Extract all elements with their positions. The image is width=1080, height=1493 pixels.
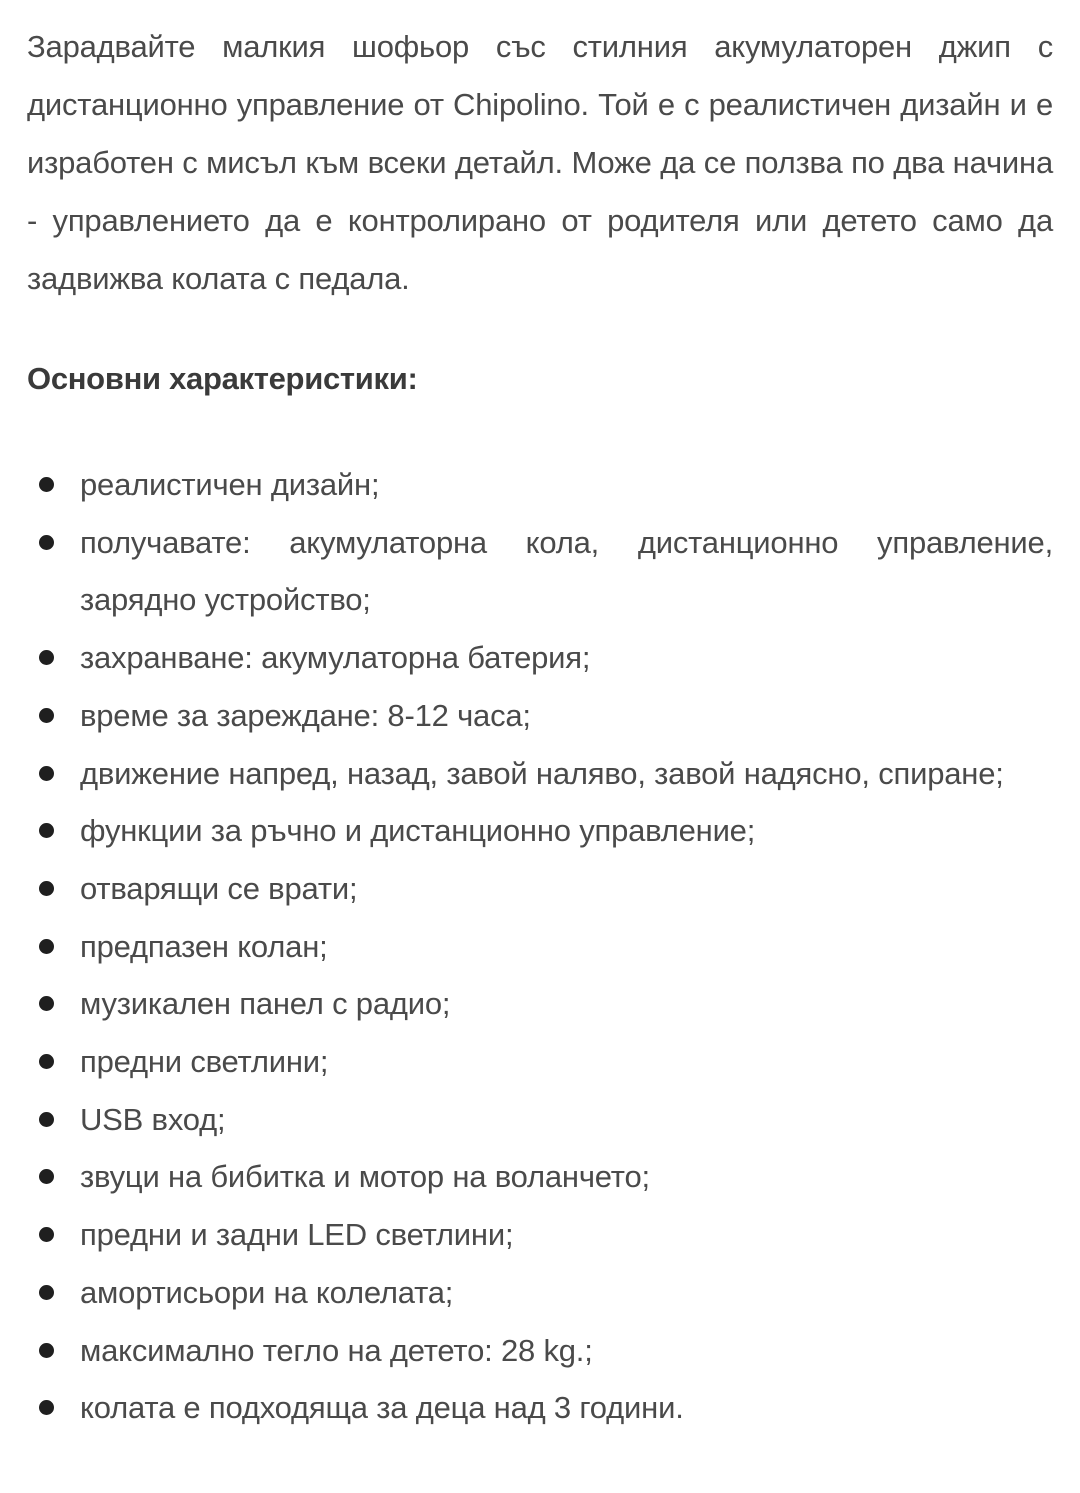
feature-text: амортисьори на колелата; xyxy=(80,1274,454,1310)
bullet-dot-icon xyxy=(39,1112,54,1127)
bullet-dot-icon xyxy=(39,1169,54,1184)
feature-text: музикален панел с радио; xyxy=(80,986,451,1022)
bullet-dot-icon xyxy=(39,1227,54,1242)
list-item xyxy=(27,514,1053,629)
list-item xyxy=(27,629,1053,687)
list-item xyxy=(27,1206,1053,1264)
feature-text: предни и задни LED светлини; xyxy=(80,1217,514,1253)
list-item xyxy=(27,745,1053,803)
feature-text: максимално тегло на детето: 28 kg.; xyxy=(80,1332,593,1368)
bullet-dot-icon xyxy=(39,1400,54,1415)
list-item xyxy=(27,1033,1053,1091)
bullet-dot-icon xyxy=(39,477,54,492)
bullet-dot-icon xyxy=(39,881,54,896)
list-item xyxy=(27,687,1053,745)
bullet-dot-icon xyxy=(39,996,54,1011)
features-list xyxy=(27,456,1053,1437)
list-item xyxy=(27,1379,1053,1437)
list-item xyxy=(27,1148,1053,1206)
list-item xyxy=(27,975,1053,1033)
feature-text: функции за ръчно и дистанционно управление; xyxy=(80,813,756,849)
feature-text: предпазен колан; xyxy=(80,928,328,964)
bullet-dot-icon xyxy=(39,766,54,781)
list-item xyxy=(27,1091,1053,1149)
list-item xyxy=(27,1322,1053,1380)
feature-text: USB вход; xyxy=(80,1101,226,1137)
list-item xyxy=(27,456,1053,514)
bullet-dot-icon xyxy=(39,708,54,723)
bullet-dot-icon xyxy=(39,823,54,838)
feature-text: колата е подходяща за деца над 3 години. xyxy=(80,1390,684,1426)
bullet-dot-icon xyxy=(39,650,54,665)
bullet-dot-icon xyxy=(39,1285,54,1300)
bullet-dot-icon xyxy=(39,939,54,954)
feature-text: предни светлини; xyxy=(80,1044,329,1080)
intro-paragraph: Зарадвайте малкия шофьор със стилния акумулаторен джип с дистанционно управление от Chipolino. Той е с реалистичен дизайн и е изработен с мисъл към всеки детайл. Може да се ползва по два начина - управлението да е контролирано от родителя или детето само да задвижва колата с педала. xyxy=(27,29,1053,296)
bullet-dot-icon xyxy=(39,1054,54,1069)
feature-text: реалистичен дизайн; xyxy=(80,467,380,502)
product-description xyxy=(27,18,1053,1426)
bullet-dot-icon xyxy=(39,535,54,550)
feature-text: получавате: акумулаторна кола, дистанционно управление, зарядно устройство; xyxy=(80,524,1053,618)
feature-text: звуци на бибитка и мотор на воланчето; xyxy=(80,1159,650,1195)
list-item xyxy=(27,860,1053,918)
bullet-dot-icon xyxy=(39,1343,54,1358)
list-item xyxy=(27,918,1053,976)
list-item xyxy=(27,1264,1053,1322)
feature-text: движение напред, назад, завой наляво, завой надясно, спиране; xyxy=(80,755,1004,791)
list-item xyxy=(27,802,1053,860)
feature-text: време за зареждане: 8-12 часа; xyxy=(80,697,531,733)
feature-text: отварящи се врати; xyxy=(80,870,358,906)
feature-text: захранване: акумулаторна батерия; xyxy=(80,640,591,676)
features-heading: Основни характеристики: xyxy=(27,361,418,396)
